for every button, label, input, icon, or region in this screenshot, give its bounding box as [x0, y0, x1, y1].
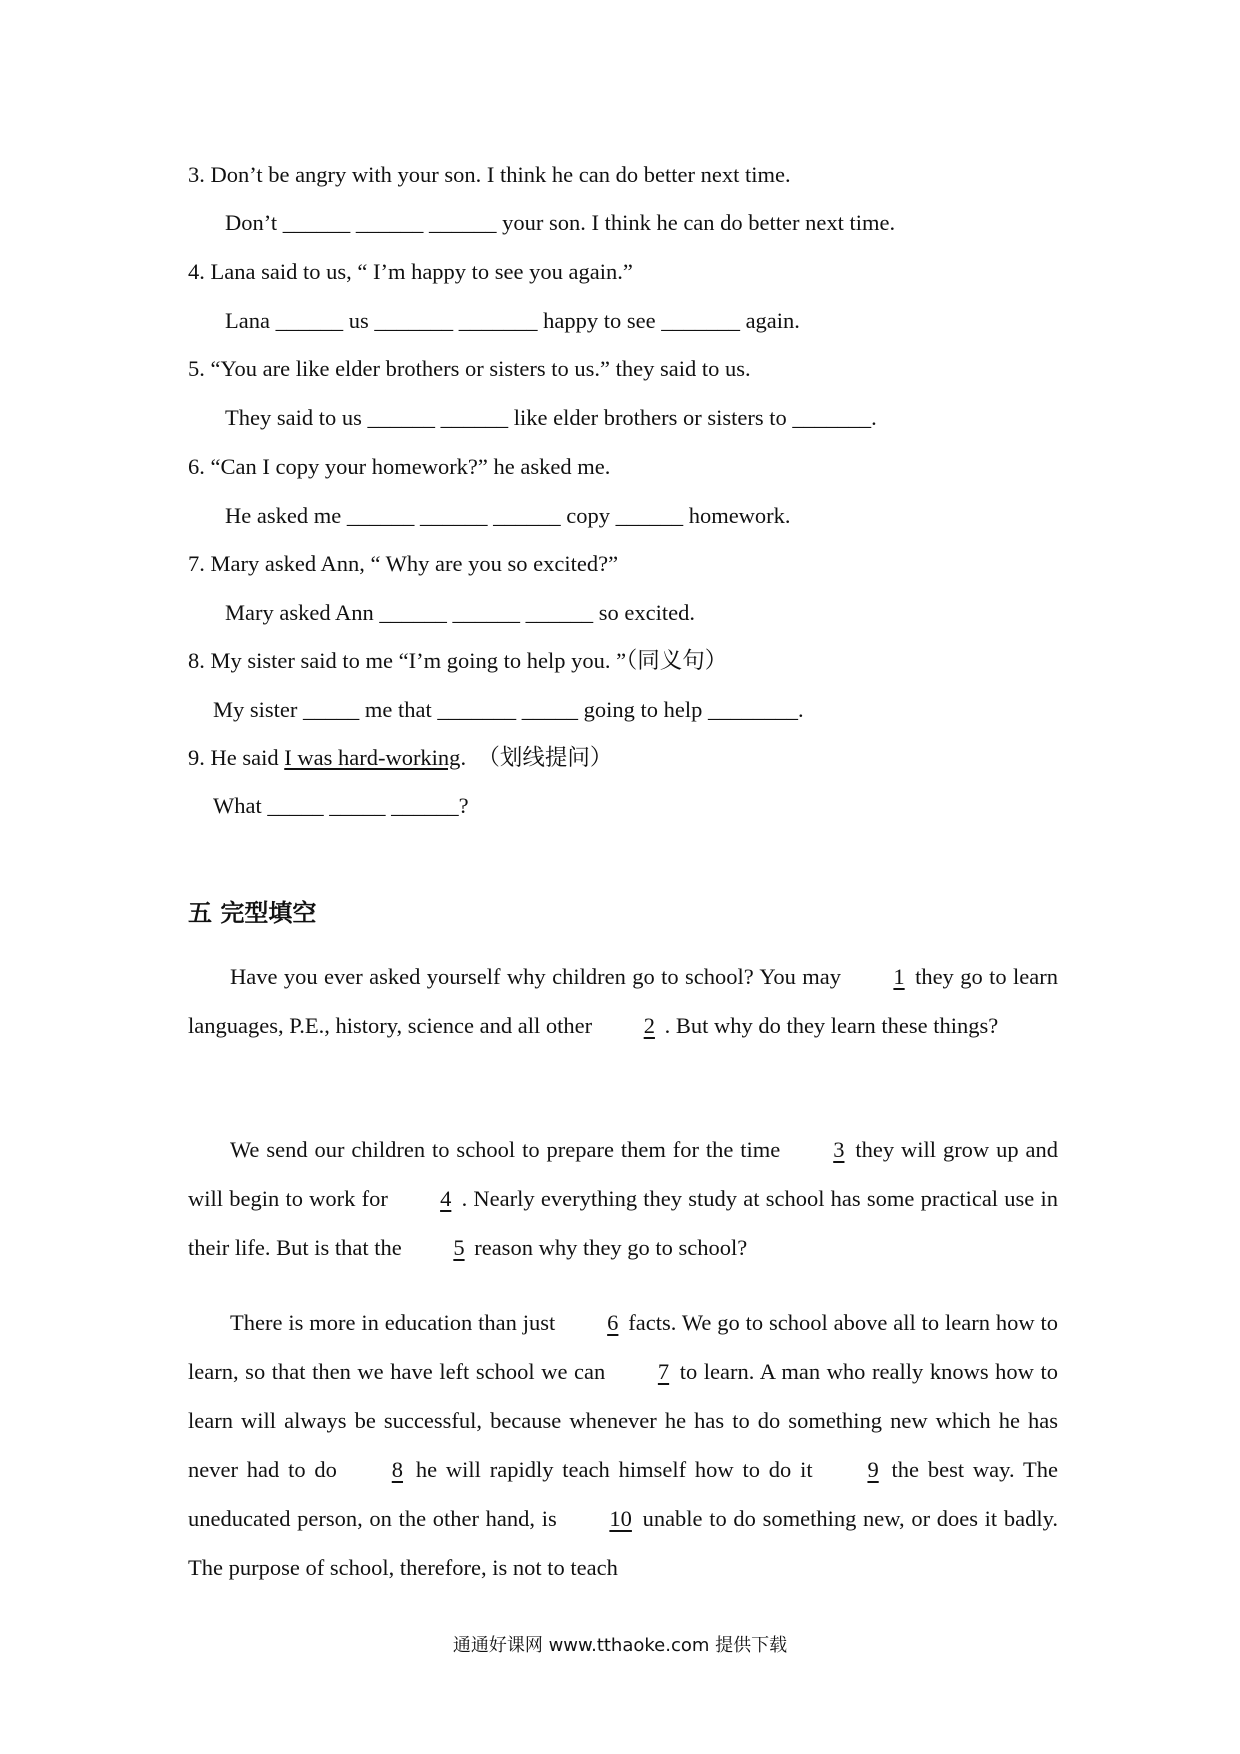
question-5: 5. “You are like elder brothers or sisters to us.” they said to us.: [188, 356, 751, 381]
blank-10: 10: [609, 1506, 632, 1531]
section-heading: 五 完型填空: [188, 899, 317, 927]
question-9-prefix: 9. He said: [188, 745, 285, 770]
blank-3: 3: [833, 1137, 845, 1162]
question-3: 3. Don’t be angry with your son. I think he can do better next time.: [188, 162, 791, 187]
passage-text: Have you ever asked yourself why children go to school? You may: [230, 964, 848, 989]
question-4: 4. Lana said to us, “ I’m happy to see you again.”: [188, 259, 633, 284]
blank-8: 8: [391, 1457, 404, 1482]
answer-8: My sister _____ me that _______ _____ going to help ________.: [213, 697, 804, 722]
question-9: [188, 743, 612, 773]
passage-text: . But why do they learn these things?: [658, 1013, 999, 1038]
passage-text: facts. We go to school above all to learn how to learn, so that then we have left school we can: [188, 1310, 1058, 1384]
answer-4: Lana ______ us _______ _______ happy to see _______ again.: [225, 308, 800, 333]
passage-text: they will grow up and will begin to work for: [188, 1137, 1058, 1211]
passage-paragraph-1: [188, 952, 1058, 1050]
blank-6: 6: [607, 1310, 619, 1335]
passage-text: reason why they go to school?: [468, 1235, 748, 1260]
passage-text: . Nearly everything they study at school has some practical use in their life. But is that the: [188, 1186, 1058, 1260]
answer-6: He asked me ______ ______ ______ copy ______ homework.: [225, 503, 791, 528]
passage-paragraph-3: [188, 1298, 1058, 1592]
answer-3: Don’t ______ ______ ______ your son. I think he can do better next time.: [225, 210, 896, 235]
blank-7: 7: [657, 1359, 670, 1384]
blank-1: 1: [893, 964, 905, 989]
page-footer: 通通好课网 www.tthaoke.com 提供下载: [452, 1635, 788, 1656]
passage-paragraph-2: [188, 1125, 1058, 1272]
passage-text: the best way. The uneducated person, on the other hand, is: [188, 1457, 1058, 1531]
question-9-underlined: I was hard-working: [284, 745, 461, 770]
answer-9: What _____ _____ ______?: [213, 793, 469, 818]
blank-2: 2: [643, 1013, 655, 1038]
passage-text: We send our children to school to prepare them for the time: [230, 1137, 788, 1162]
question-9-suffix: . （划线提问）: [460, 745, 613, 770]
passage-text: to learn. A man who really knows how to learn will always be successful, because whenever he has to do something new which he has never had to do: [188, 1359, 1059, 1482]
question-8: 8. My sister said to me “I’m going to help you. ”（同义句）: [188, 648, 728, 673]
blank-5: 5: [453, 1235, 465, 1260]
answer-5: They said to us ______ ______ like elder brothers or sisters to _______.: [225, 405, 877, 430]
passage-text: they go to learn languages, P.E., history, science and all other: [188, 964, 1058, 1038]
passage-text: he will rapidly teach himself how to do it: [407, 1457, 822, 1482]
answer-7: Mary asked Ann ______ ______ ______ so excited.: [225, 600, 695, 625]
question-7: 7. Mary asked Ann, “ Why are you so excited?”: [188, 551, 619, 576]
question-6: 6. “Can I copy your homework?” he asked me.: [188, 454, 611, 479]
passage-text: unable to do something new, or does it badly. The purpose of school, therefore, is not to teach: [188, 1506, 1058, 1580]
passage-text: There is more in education than just: [230, 1310, 562, 1335]
blank-9: 9: [867, 1457, 879, 1482]
blank-4: 4: [440, 1186, 452, 1211]
